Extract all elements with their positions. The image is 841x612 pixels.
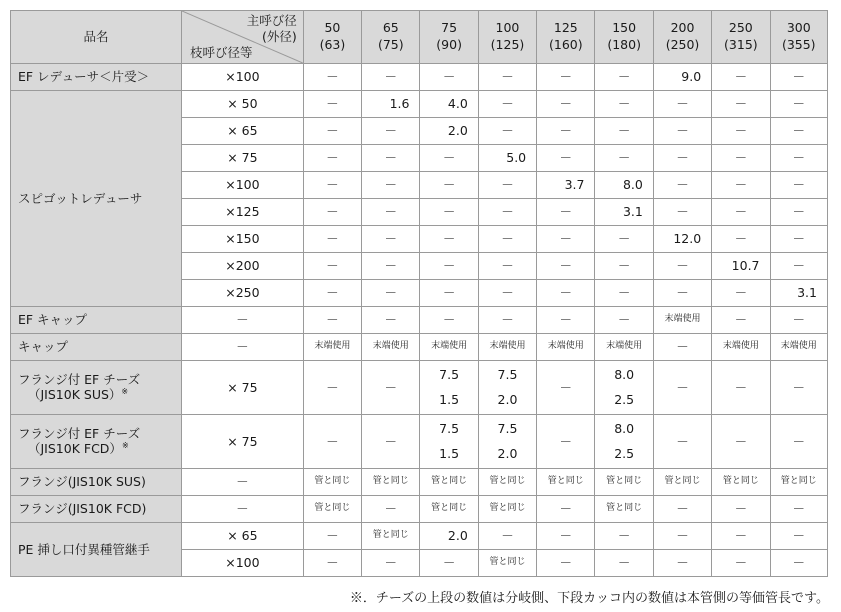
value-cell: 10.7	[712, 253, 770, 280]
value-cell: －	[420, 64, 478, 91]
size-header-250: 250 (315)	[712, 11, 770, 64]
value-cell: －	[712, 415, 770, 469]
value-cell: －	[537, 361, 595, 415]
value-cell: －	[653, 280, 711, 307]
branch-side-value: 7.5	[439, 421, 460, 436]
footnote: ※．チーズの上段の数値は分岐側、下段カッコ内の数値は本管側の等価管長です。	[349, 591, 829, 606]
branch-diameter: × 75	[182, 145, 304, 172]
branch-side-value: 8.0	[614, 367, 635, 382]
value-cell: －	[362, 307, 420, 334]
branch-diameter: × 75	[182, 415, 304, 469]
branch-diameter: × 50	[182, 91, 304, 118]
value-cell: 管と同じ	[595, 469, 653, 496]
value-cell: 9.0	[653, 64, 711, 91]
value-cell: －	[362, 550, 420, 577]
value-cell: －	[595, 523, 653, 550]
value-cell: －	[770, 361, 827, 415]
value-cell: －	[537, 307, 595, 334]
value-cell: －	[770, 253, 827, 280]
value-cell: 末端使用	[420, 334, 478, 361]
value-cell: －	[303, 145, 361, 172]
value-cell: －	[537, 253, 595, 280]
value-cell	[420, 415, 478, 469]
value-cell: －	[537, 415, 595, 469]
branch-side-value: 7.5	[497, 421, 518, 436]
value-cell: －	[537, 226, 595, 253]
value-cell: －	[595, 550, 653, 577]
value-cell: －	[537, 496, 595, 523]
value-cell: 3.1	[770, 280, 827, 307]
value-cell: 管と同じ	[770, 469, 827, 496]
value-cell: －	[362, 361, 420, 415]
value-cell: －	[478, 199, 536, 226]
value-cell: 末端使用	[362, 334, 420, 361]
product-name: スピゴットレデューサ	[11, 91, 182, 307]
value-cell: －	[478, 253, 536, 280]
product-name-line2: （JIS10K SUS）	[28, 387, 122, 403]
size-header-125: 125 (160)	[537, 11, 595, 64]
value-cell: －	[362, 199, 420, 226]
product-name-line1: フランジ付 EF チーズ	[18, 425, 141, 441]
value-cell: －	[770, 415, 827, 469]
value-cell: －	[653, 496, 711, 523]
value-cell: －	[362, 415, 420, 469]
value-cell: －	[537, 91, 595, 118]
value-cell: －	[770, 496, 827, 523]
value-cell: －	[303, 307, 361, 334]
value-cell: －	[420, 145, 478, 172]
table-row	[11, 91, 828, 118]
size-header-300: 300 (355)	[770, 11, 827, 64]
value-cell	[420, 361, 478, 415]
value-cell	[478, 415, 536, 469]
value-cell: 管と同じ	[303, 496, 361, 523]
value-cell: －	[420, 550, 478, 577]
value-cell: －	[712, 64, 770, 91]
size-header-75: 75 (90)	[420, 11, 478, 64]
branch-diameter: －	[182, 334, 304, 361]
value-cell: －	[595, 118, 653, 145]
outer-diameter-label: (外径)	[262, 28, 297, 44]
equivalent-length-table	[10, 10, 828, 577]
value-cell: 管と同じ	[478, 469, 536, 496]
value-cell: －	[770, 91, 827, 118]
value-cell: －	[712, 118, 770, 145]
value-cell: －	[478, 172, 536, 199]
product-name: EF レデューサ＜片受＞	[11, 64, 182, 91]
value-cell: 5.0	[478, 145, 536, 172]
value-cell: －	[303, 64, 361, 91]
value-cell: －	[712, 361, 770, 415]
value-cell: －	[770, 199, 827, 226]
branch-diameter: ×100	[182, 172, 304, 199]
value-cell: －	[420, 172, 478, 199]
size-header-50: 50 (63)	[303, 11, 361, 64]
value-cell: －	[478, 280, 536, 307]
value-cell: 2.0	[420, 523, 478, 550]
value-cell: －	[420, 280, 478, 307]
value-cell: －	[595, 253, 653, 280]
value-cell: －	[478, 226, 536, 253]
value-cell	[478, 361, 536, 415]
value-cell: －	[770, 64, 827, 91]
branch-diameter: ×100	[182, 64, 304, 91]
branch-diameter: ×250	[182, 280, 304, 307]
value-cell: －	[537, 199, 595, 226]
main-diameter-label: 主呼び径	[246, 13, 297, 28]
branch-diameter: －	[182, 496, 304, 523]
size-header-200: 200 (250)	[653, 11, 711, 64]
value-cell: －	[362, 226, 420, 253]
table-row	[11, 307, 828, 334]
value-cell: －	[770, 145, 827, 172]
value-cell: 末端使用	[537, 334, 595, 361]
value-cell: －	[712, 226, 770, 253]
name-header: 品名	[11, 11, 182, 64]
value-cell: －	[653, 145, 711, 172]
note-mark: ※	[121, 387, 129, 397]
main-side-value: 2.5	[614, 446, 635, 462]
value-cell: －	[478, 307, 536, 334]
value-cell: －	[420, 199, 478, 226]
product-name: フランジ(JIS10K FCD)	[11, 496, 182, 523]
value-cell: 12.0	[653, 226, 711, 253]
value-cell: －	[303, 226, 361, 253]
branch-diameter: ×125	[182, 199, 304, 226]
branch-diameter: × 65	[182, 118, 304, 145]
value-cell: 管と同じ	[362, 523, 420, 550]
value-cell: 管と同じ	[653, 469, 711, 496]
value-cell: －	[770, 550, 827, 577]
value-cell: 末端使用	[478, 334, 536, 361]
value-cell	[595, 415, 653, 469]
value-cell: －	[712, 172, 770, 199]
value-cell: －	[712, 280, 770, 307]
note-mark: ※	[121, 441, 129, 451]
branch-diameter: ×200	[182, 253, 304, 280]
value-cell: －	[653, 172, 711, 199]
value-cell: 4.0	[420, 91, 478, 118]
value-cell: －	[362, 64, 420, 91]
main-side-value: 1.5	[439, 392, 460, 408]
product-name: フランジ(JIS10K SUS)	[11, 469, 182, 496]
header-row	[11, 11, 828, 64]
branch-side-value: 8.0	[614, 421, 635, 436]
branch-diameter: －	[182, 307, 304, 334]
value-cell: 2.0	[420, 118, 478, 145]
value-cell: －	[537, 118, 595, 145]
product-name	[11, 415, 182, 469]
value-cell: －	[595, 145, 653, 172]
table-row	[11, 64, 828, 91]
main-side-value: 1.5	[439, 446, 460, 462]
value-cell: －	[712, 307, 770, 334]
value-cell: 管と同じ	[478, 496, 536, 523]
value-cell: －	[303, 118, 361, 145]
value-cell: －	[303, 91, 361, 118]
value-cell: －	[653, 91, 711, 118]
value-cell: －	[595, 91, 653, 118]
value-cell: －	[303, 172, 361, 199]
value-cell: －	[712, 199, 770, 226]
value-cell: －	[770, 226, 827, 253]
branch-diameter: × 65	[182, 523, 304, 550]
table-row	[11, 361, 828, 415]
value-cell: 管と同じ	[420, 496, 478, 523]
diagonal-header	[182, 11, 304, 64]
value-cell: 末端使用	[712, 334, 770, 361]
value-cell: －	[303, 415, 361, 469]
table-row	[11, 415, 828, 469]
size-header-150: 150 (180)	[595, 11, 653, 64]
value-cell: 管と同じ	[303, 469, 361, 496]
branch-side-value: 7.5	[439, 367, 460, 382]
product-name: キャップ	[11, 334, 182, 361]
value-cell: 管と同じ	[712, 469, 770, 496]
value-cell: 管と同じ	[420, 469, 478, 496]
value-cell: －	[362, 253, 420, 280]
value-cell: －	[770, 118, 827, 145]
value-cell: 1.6	[362, 91, 420, 118]
value-cell: －	[478, 523, 536, 550]
value-cell: 8.0	[595, 172, 653, 199]
table-row	[11, 523, 828, 550]
branch-diameter: －	[182, 469, 304, 496]
value-cell: －	[537, 280, 595, 307]
value-cell: －	[420, 253, 478, 280]
value-cell: －	[595, 64, 653, 91]
value-cell: －	[303, 199, 361, 226]
value-cell: 3.1	[595, 199, 653, 226]
value-cell: －	[537, 523, 595, 550]
size-header-65: 65 (75)	[362, 11, 420, 64]
value-cell: －	[653, 523, 711, 550]
value-cell: －	[770, 172, 827, 199]
value-cell: －	[653, 361, 711, 415]
branch-diameter: × 75	[182, 361, 304, 415]
value-cell: －	[653, 118, 711, 145]
value-cell: 末端使用	[303, 334, 361, 361]
branch-diameter-label: 枝呼び径等	[190, 45, 253, 61]
branch-diameter: ×100	[182, 550, 304, 577]
value-cell: －	[712, 523, 770, 550]
value-cell: －	[653, 334, 711, 361]
value-cell: －	[712, 496, 770, 523]
main-side-value: 2.0	[497, 446, 518, 462]
value-cell	[595, 361, 653, 415]
table-row	[11, 469, 828, 496]
value-cell: －	[478, 91, 536, 118]
table-row	[11, 496, 828, 523]
value-cell: －	[420, 307, 478, 334]
product-name	[11, 361, 182, 415]
value-cell: －	[595, 226, 653, 253]
value-cell: 管と同じ	[595, 496, 653, 523]
value-cell: －	[653, 550, 711, 577]
value-cell: 管と同じ	[537, 469, 595, 496]
value-cell: －	[712, 145, 770, 172]
branch-side-value: 7.5	[497, 367, 518, 382]
value-cell: 管と同じ	[362, 469, 420, 496]
value-cell: －	[362, 172, 420, 199]
value-cell: 末端使用	[770, 334, 827, 361]
product-name: PE 挿し口付異種管継手	[11, 523, 182, 577]
size-header-100: 100 (125)	[478, 11, 536, 64]
value-cell: －	[653, 199, 711, 226]
main-side-value: 2.0	[497, 392, 518, 408]
value-cell: 末端使用	[595, 334, 653, 361]
value-cell: －	[362, 496, 420, 523]
value-cell: －	[537, 64, 595, 91]
value-cell: －	[362, 118, 420, 145]
table-row	[11, 334, 828, 361]
value-cell: －	[712, 550, 770, 577]
value-cell: －	[653, 415, 711, 469]
value-cell: －	[770, 307, 827, 334]
value-cell: －	[303, 523, 361, 550]
value-cell: －	[537, 550, 595, 577]
value-cell: －	[478, 64, 536, 91]
value-cell: －	[303, 550, 361, 577]
main-side-value: 2.5	[614, 392, 635, 408]
value-cell: －	[770, 523, 827, 550]
branch-diameter: ×150	[182, 226, 304, 253]
value-cell: －	[362, 280, 420, 307]
value-cell: －	[595, 280, 653, 307]
value-cell: －	[362, 145, 420, 172]
value-cell: －	[653, 253, 711, 280]
value-cell: －	[303, 253, 361, 280]
value-cell: －	[595, 307, 653, 334]
product-name-line1: フランジ付 EF チーズ	[18, 371, 141, 387]
product-name: EF キャップ	[11, 307, 182, 334]
value-cell: －	[303, 280, 361, 307]
value-cell: 3.7	[537, 172, 595, 199]
value-cell: 末端使用	[653, 307, 711, 334]
product-name-line2: （JIS10K FCD）	[28, 441, 122, 457]
value-cell: －	[478, 118, 536, 145]
value-cell: －	[420, 226, 478, 253]
value-cell: 管と同じ	[478, 550, 536, 577]
value-cell: －	[303, 361, 361, 415]
value-cell: －	[537, 145, 595, 172]
value-cell: －	[712, 91, 770, 118]
